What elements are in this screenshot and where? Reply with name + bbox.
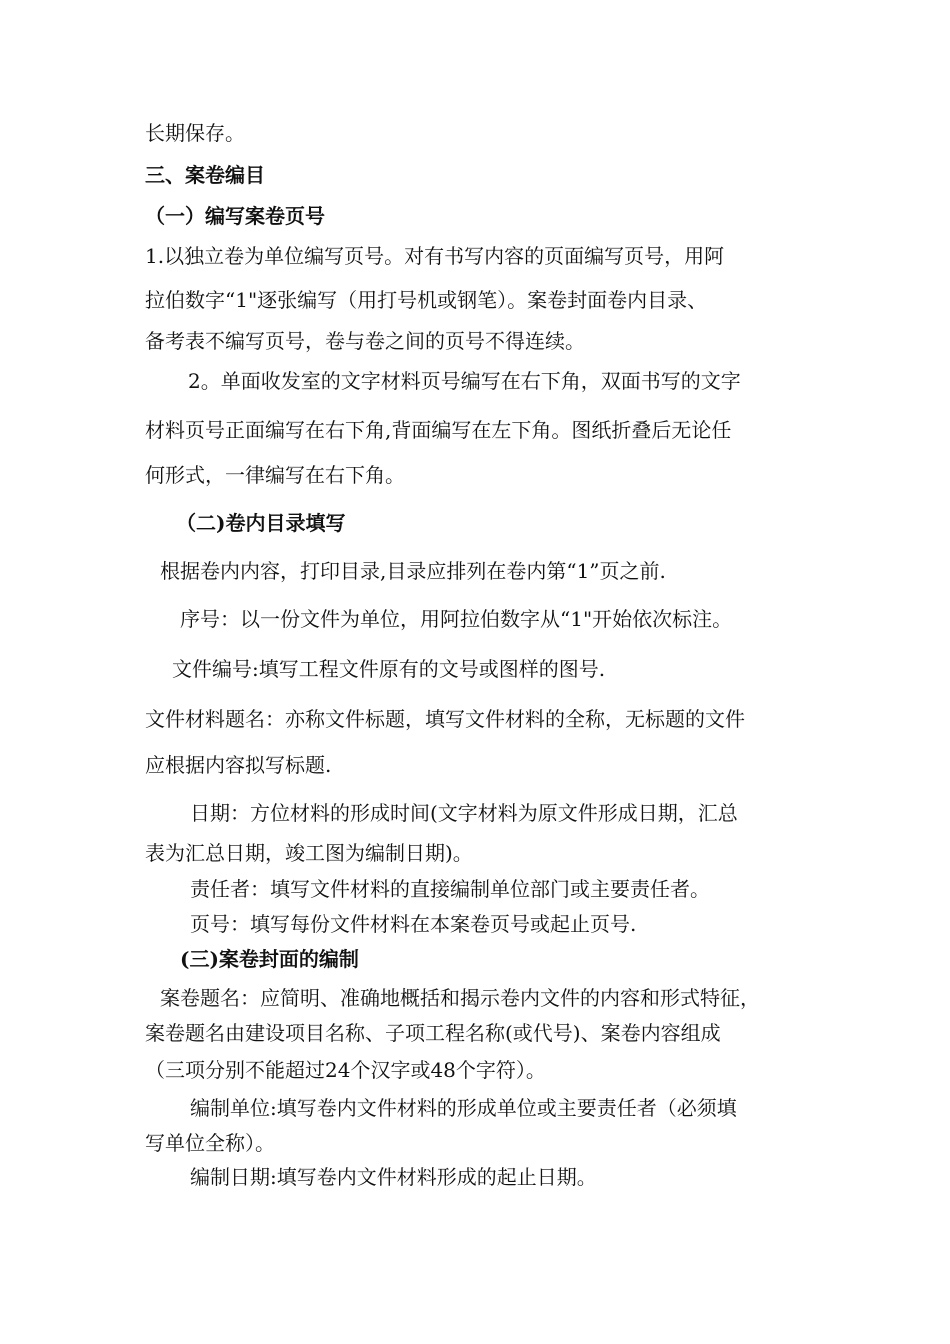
paragraph-line: 何形式，一律编写在右下角。	[145, 463, 405, 487]
paragraph-line: 长期保存。	[145, 121, 245, 145]
subsection-heading: （二)卷内目录填写	[176, 511, 346, 535]
paragraph-line: 案卷题名由建设项目名称、子项工程名称(或代号)、案卷内容组成	[145, 1021, 721, 1045]
paragraph-line: 写单位全称）。	[145, 1131, 275, 1155]
paragraph-line: 备考表不编写页号，卷与卷之间的页号不得连续。	[145, 329, 585, 353]
paragraph-line: 案卷题名：应简明、准确地概括和揭示卷内文件的内容和形式特征，	[160, 986, 760, 1010]
paragraph-line: 文件编号:填写工程文件原有的文号或图样的图号.	[172, 657, 606, 681]
subsection-heading: (三)案卷封面的编制	[180, 947, 359, 971]
paragraph-line: 责任者：填写文件材料的直接编制单位部门或主要责任者。	[190, 877, 710, 901]
paragraph-line: 材料页号正面编写在右下角,背面编写在左下角。图纸折叠后无论任	[145, 418, 732, 442]
paragraph-line: 文件材料题名：亦称文件标题，填写文件材料的全称，无标题的文件	[145, 707, 745, 731]
subsection-heading: （一）编写案卷页号	[145, 204, 325, 228]
paragraph-line: 应根据内容拟写标题.	[145, 753, 332, 777]
paragraph-line: 序号：以一份文件为单位，用阿拉伯数字从“1"开始依次标注。	[180, 607, 733, 631]
paragraph-line: 编制单位:填写卷内文件材料的形成单位或主要责任者（必须填	[190, 1096, 737, 1120]
paragraph-line: （三项分别不能超过24个汉字或48个字符）。	[145, 1058, 546, 1082]
paragraph-line: 日期：方位材料的形成时间(文字材料为原文件形成日期，汇总	[190, 801, 738, 825]
paragraph-line: 页号：填写每份文件材料在本案卷页号或起止页号.	[190, 912, 637, 936]
paragraph-line: 2。单面收发室的文字材料页号编写在右下角，双面书写的文字	[188, 369, 741, 393]
paragraph-line: 编制日期:填写卷内文件材料形成的起止日期。	[190, 1165, 597, 1189]
paragraph-line: 表为汇总日期，竣工图为编制日期)。	[145, 841, 473, 865]
paragraph-line: 拉伯数字“1"逐张编写（用打号机或钢笔）。案卷封面卷内目录、	[145, 288, 708, 312]
paragraph-line: 1.以独立卷为单位编写页号。对有书写内容的页面编写页号，用阿	[145, 244, 725, 268]
section-heading: 三、案卷编目	[145, 163, 265, 187]
paragraph-line: 根据卷内内容，打印目录,目录应排列在卷内第“1”页之前.	[160, 559, 666, 583]
